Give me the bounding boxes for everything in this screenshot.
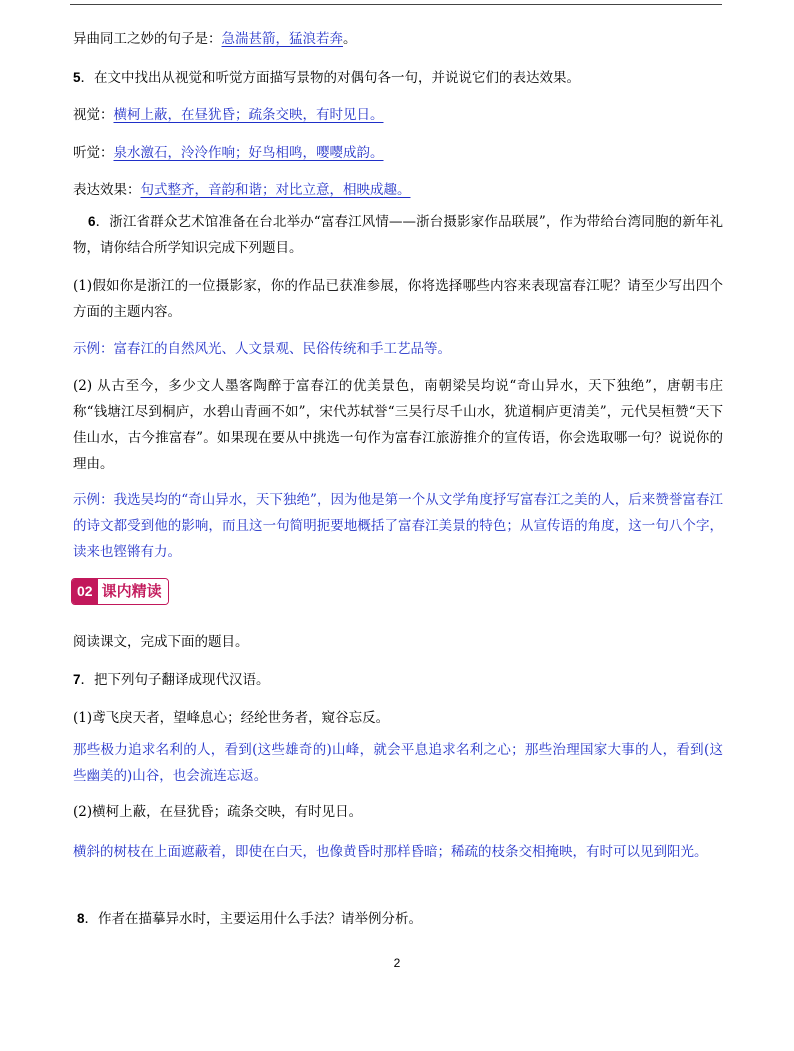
q7-part-1-answer: 那些极力追求名利的人，看到(这些雄奇的)山峰，就会平息追求名利之心；那些治理国家大事的人，看到(这些幽美的)山谷，也会流连忘返。 bbox=[73, 742, 723, 784]
q7-part-2: (2)横柯上蔽，在昼犹昏；疏条交映，有时见日。 bbox=[73, 804, 363, 820]
text: 异曲同工之妙的句子是： bbox=[73, 31, 222, 47]
question-4-tail bbox=[73, 27, 357, 47]
question-number: 5 bbox=[73, 70, 81, 85]
question-text: ．浙江省群众艺术馆准备在台北举办“富春江风情——浙台摄影家作品联展”，作为带给台湾同胞的新年礼物，请你结合所学知识完成下列题目。 bbox=[73, 214, 723, 256]
answer: 句式整齐，音韵和谐；对比立意，相映成趣。 bbox=[140, 182, 411, 198]
answer: 急湍甚箭，猛浪若奔 bbox=[221, 31, 343, 47]
q5-audio-line bbox=[73, 141, 384, 161]
text: 。 bbox=[343, 31, 357, 47]
question-5 bbox=[73, 66, 580, 86]
q6-part-2-answer: 示例：我选吴均的“奇山异水，天下独绝”，因为他是第一个从文学角度抒写富春江之美的人，后来赞誉富春江的诗文都受到他的影响，而且这一句简明扼要地概括了富春江美景的特色；从宣传语的角度，这一句八个字，读来也铿锵有力。 bbox=[73, 492, 723, 560]
q7-part-2-answer: 横斜的树枝在上面遮蔽着，即使在白天，也像黄昏时那样昏暗；稀疏的枝条交相掩映，有时可以见到阳光。 bbox=[73, 844, 708, 860]
question-text: ．作者在描摹异水时，主要运用什么手法？请举例分析。 bbox=[84, 911, 423, 927]
q6-part-2: (2) 从古至今，多少文人墨客陶醉于富春江的优美景色，南朝梁吴均说“奇山异水，天下独绝”，唐朝韦庄称“钱塘江尽到桐庐，水碧山青画不如”，宋代苏轼誉“三吴行尽千山水，犹道桐庐更清美”，元代吴桓赞“天下佳山水，古今推富春”。如果现在要从中挑选一句作为富春江旅游推介的宣传语，你会选取哪一句？说说你的理由。 bbox=[73, 378, 723, 472]
section-badge bbox=[71, 578, 169, 605]
q7-part-1: (1)鸢飞戾天者，望峰息心；经纶世务者，窥谷忘反。 bbox=[73, 710, 390, 726]
q5-effect-line bbox=[73, 178, 411, 198]
page-number: 2 bbox=[393, 956, 401, 970]
question-number: 7 bbox=[73, 672, 81, 687]
label: 听觉： bbox=[73, 145, 114, 161]
answer: 横柯上蔽，在昼犹昏；疏条交映，有时见日。 bbox=[113, 107, 384, 123]
question-number: 8 bbox=[77, 911, 85, 926]
question-7 bbox=[73, 668, 270, 688]
section-number: 02 bbox=[72, 579, 98, 604]
q6-part-1-answer: 示例：富春江的自然风光、人文景观、民俗传统和手工艺品等。 bbox=[73, 341, 451, 357]
label: 表达效果： bbox=[73, 182, 141, 198]
reading-intro: 阅读课文，完成下面的题目。 bbox=[73, 634, 249, 650]
question-number: 6 bbox=[88, 214, 96, 229]
answer: 泉水激石，泠泠作响；好鸟相鸣，嘤嘤成韵。 bbox=[113, 145, 384, 161]
section-title: 课内精读 bbox=[98, 579, 168, 604]
question-6 bbox=[73, 209, 723, 261]
label: 视觉： bbox=[73, 107, 114, 123]
q5-visual-line bbox=[73, 103, 384, 123]
question-text: ．把下列句子翻译成现代汉语。 bbox=[80, 672, 270, 688]
question-8 bbox=[77, 907, 422, 927]
question-text: ．在文中找出从视觉和听觉方面描写景物的对偶句各一句，并说说它们的表达效果。 bbox=[80, 70, 581, 86]
q6-part-1: (1)假如你是浙江的一位摄影家，你的作品已获准参展，你将选择哪些内容来表现富春江呢？请至少写出四个方面的主题内容。 bbox=[73, 278, 723, 320]
header-rule bbox=[70, 4, 722, 5]
